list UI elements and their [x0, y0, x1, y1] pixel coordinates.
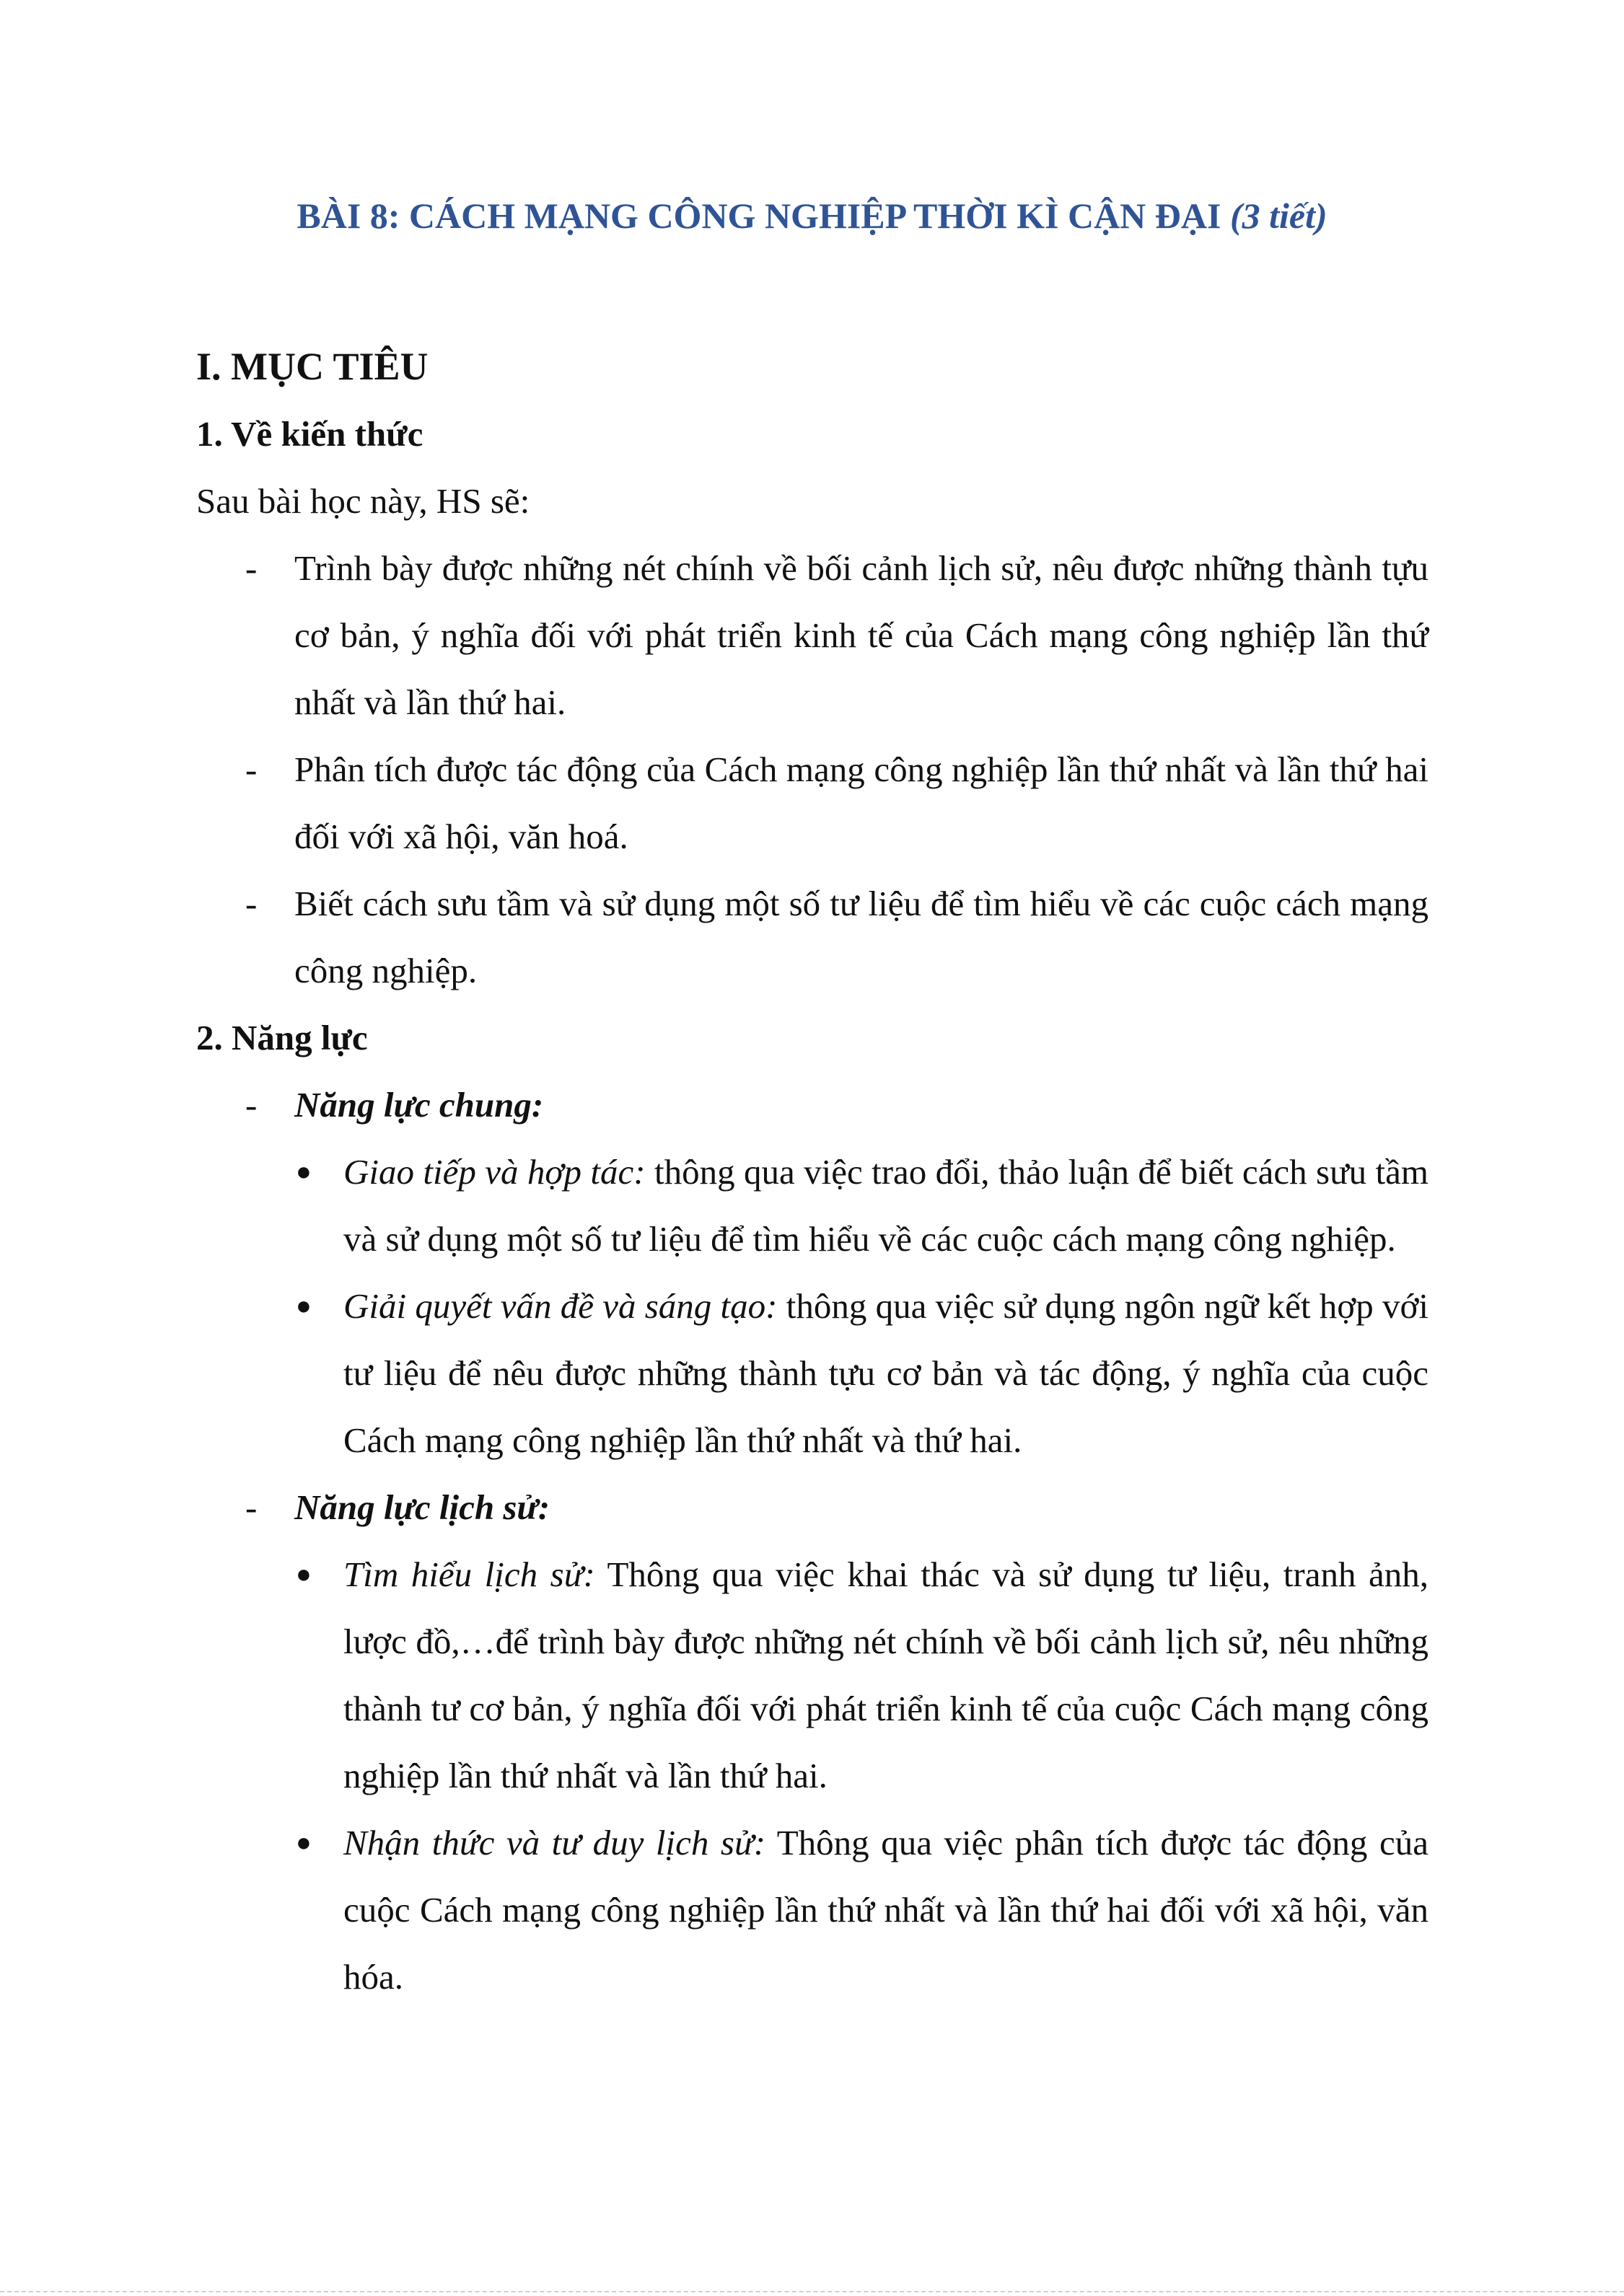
dash-marker: - [245, 749, 258, 789]
lesson-title-duration: (3 tiết) [1229, 195, 1327, 236]
dash-marker: - [245, 1487, 258, 1527]
competence-term: Giải quyết vấn đề và sáng tạo: [343, 1286, 778, 1326]
bullet-marker: ● [296, 1291, 312, 1320]
history-competence-item [196, 1541, 1428, 1809]
bullet-marker: ● [296, 1828, 312, 1857]
page-bottom-divider [0, 2291, 1624, 2294]
dash-marker: - [245, 1085, 258, 1125]
section-heading-objectives: I. MỤC TIÊU [196, 345, 429, 388]
knowledge-item-text: Trình bày được những nét chính về bối cảnh lịch sử, nêu được những thành tựu cơ bản, ý nghĩa đối với phát triển kinh tế của Cách mạng công nghiệp lần thứ nhất và lần thứ hai. [294, 548, 1428, 722]
general-competence-item [196, 1272, 1428, 1474]
subheading-competence: 2. Năng lực [196, 1018, 368, 1057]
knowledge-item [196, 535, 1428, 736]
competence-term: Nhận thức và tư duy lịch sử: [343, 1823, 766, 1862]
history-competence-label: Năng lực lịch sử: [294, 1487, 550, 1527]
competence-description: thông qua việc trao đổi, thảo luận để biết cách sưu tầm và sử dụng một số tư liệu để tìm hiểu về các cuộc cách mạng công nghiệp. [343, 1152, 1428, 1259]
lesson-title-main: BÀI 8: CÁCH MẠNG CÔNG NGHIỆP THỜI KÌ CẬN ĐẠI [297, 195, 1221, 236]
competence-term: Tìm hiểu lịch sử: [343, 1554, 595, 1594]
knowledge-item [196, 736, 1428, 870]
knowledge-item-text: Phân tích được tác động của Cách mạng công nghiệp lần thứ nhất và lần thứ hai đối với xã hội, văn hoá. [294, 749, 1428, 856]
general-competence-item [196, 1138, 1428, 1272]
lesson-title [0, 195, 1624, 237]
knowledge-item-text: Biết cách sưu tầm và sử dụng một số tư liệu để tìm hiểu về các cuộc cách mạng công nghiệp. [294, 884, 1428, 990]
dash-marker: - [245, 548, 258, 588]
competence-description: thông qua việc sử dụng ngôn ngữ kết hợp với tư liệu để nêu được những thành tựu cơ bản và tác động, ý nghĩa của cuộc Cách mạng công nghiệp lần thứ nhất và thứ hai. [343, 1286, 1428, 1460]
bullet-marker: ● [296, 1157, 312, 1186]
subheading-knowledge: 1. Về kiến thức [196, 414, 423, 454]
history-competence-item [196, 1809, 1428, 2010]
competence-description: Thông qua việc phân tích được tác động của cuộc Cách mạng công nghiệp lần thứ nhất và lần thứ hai đối với xã hội, văn hóa. [343, 1823, 1428, 1997]
knowledge-intro: Sau bài học này, HS sẽ: [196, 481, 530, 521]
document-body [196, 333, 1428, 2010]
knowledge-item [196, 870, 1428, 1004]
history-competence-heading [196, 1474, 1428, 1541]
dash-marker: - [245, 884, 258, 923]
general-competence-heading [196, 1071, 1428, 1138]
competence-term: Giao tiếp và hợp tác: [343, 1152, 646, 1192]
competence-description: Thông qua việc khai thác và sử dụng tư liệu, tranh ảnh, lược đồ,…để trình bày được những nét chính về bối cảnh lịch sử, nêu những thành tư cơ bản, ý nghĩa đối với phát triển kinh tế của cuộc Cách mạng công nghiệp lần thứ nhất và lần thứ hai. [343, 1554, 1428, 1795]
bullet-marker: ● [296, 1560, 312, 1588]
general-competence-label: Năng lực chung: [294, 1085, 544, 1125]
